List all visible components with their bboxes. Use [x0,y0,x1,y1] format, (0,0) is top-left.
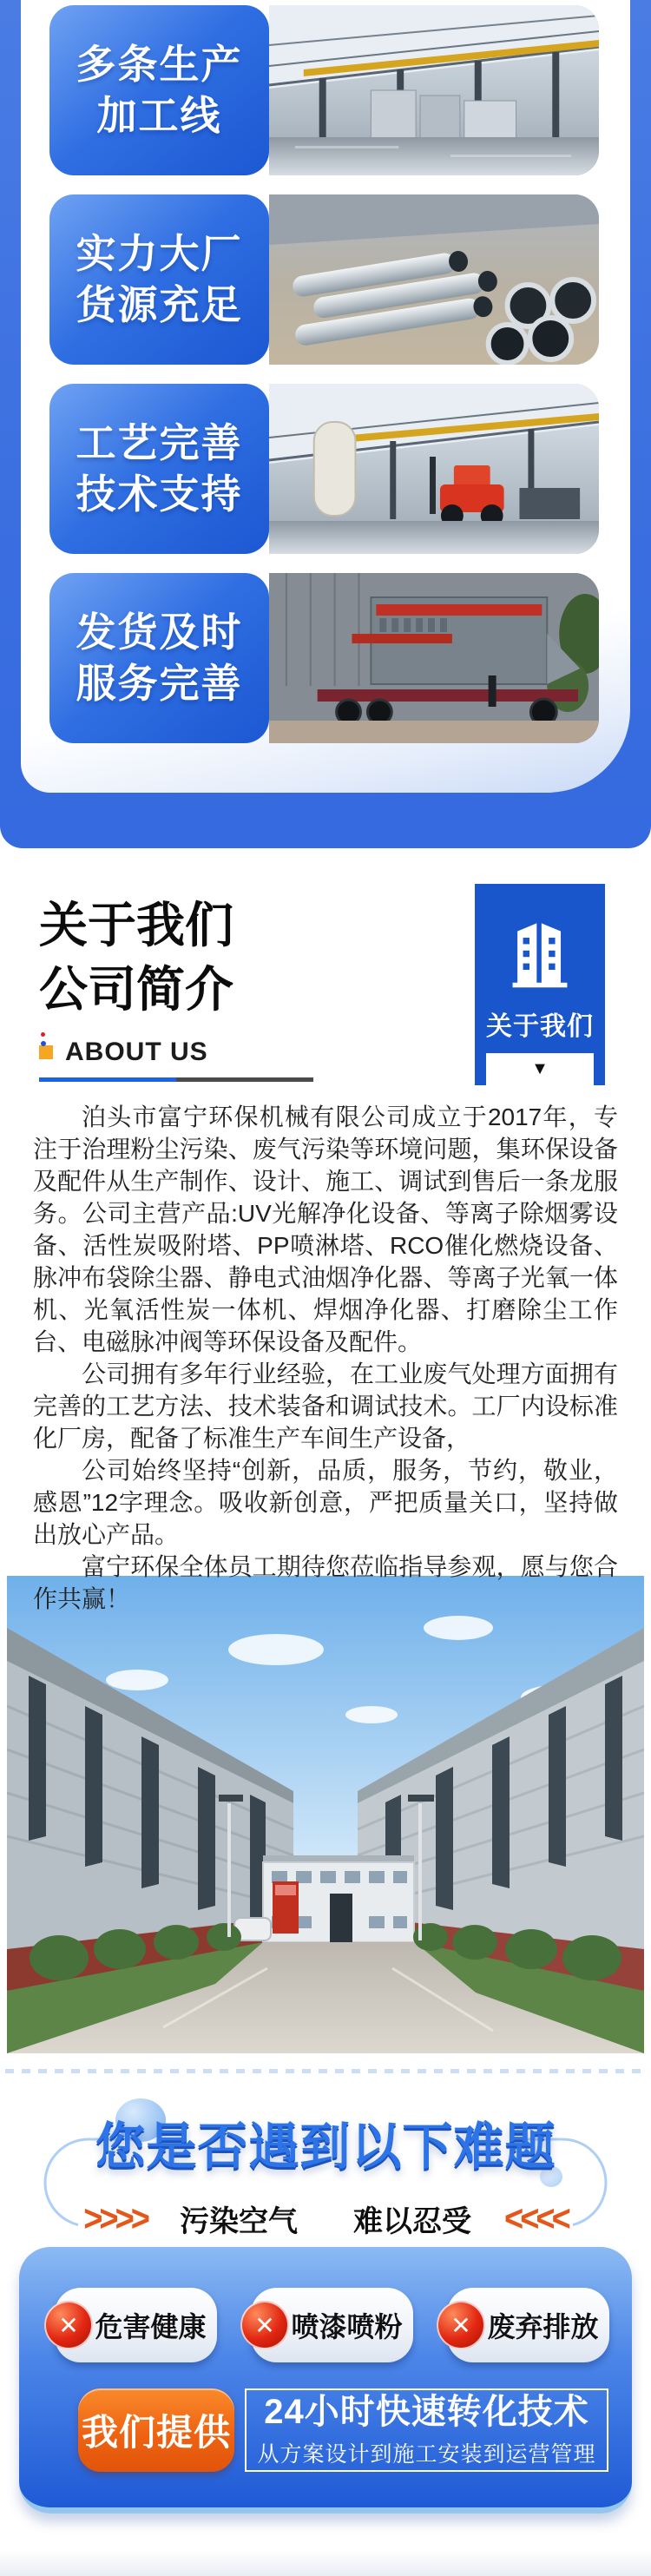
spiral-duct-photo [269,194,599,365]
tech-subtitle: 从方案设计到施工安装到运营管理 [257,2441,596,2467]
problem-pill-label: 危害健康 [95,2311,207,2342]
feature-row-supply [49,194,599,365]
x-icon [240,2301,289,2349]
tech-title: 24小时快速转化技术 [264,2392,589,2431]
problem-pill-label: 喷漆喷粉 [291,2311,403,2342]
feature-label-line2: 服务完善 [76,661,243,706]
truck-shipment-illustration [269,573,599,743]
feature-label-line1: 实力大厂 [76,231,243,277]
problem-pill-label: 废弃排放 [487,2311,599,2342]
problems-title: 您是否遇到以下难题 [95,2118,556,2175]
factory-exterior-photo [7,1576,644,2053]
we-provide-button[interactable] [78,2388,234,2472]
building-icon [505,917,575,991]
factory-workshop-photo [269,5,599,175]
about-paragraph-2: 公司拥有多年行业经验，在工业废气处理方面拥有完善的工艺方法、技术装备和调试技术。工厂内设标准化厂房，配备了标准生产车间生产设备， [33,1360,618,1452]
factory-exterior-illustration [7,1576,644,2053]
about-title-line1: 关于我们 [39,898,233,952]
red-dot [41,1032,45,1037]
subtitle-word-2: 难以忍受 [348,2197,477,2240]
feature-label-delivery [49,573,269,743]
section-label: ABOUT US [65,1037,208,1066]
feature-label-line1: 多条生产 [76,42,243,88]
problem-pill-waste[interactable] [447,2288,609,2362]
feature-label-production-lines [49,5,269,175]
workshop-forklift-illustration [269,384,599,554]
about-title-line2: 公司简介 [39,961,233,1017]
chevrons-right-icon: >>>> [78,2200,152,2237]
feature-label-supply [49,194,269,365]
provide-row [78,2388,632,2472]
x-glyph: ✕ [58,2311,79,2339]
feature-row-delivery [49,573,599,743]
feature-label-technology [49,384,269,554]
we-provide-label: 我们提供 [81,2412,231,2453]
tech-box [245,2388,608,2472]
about-us-badge[interactable] [475,884,605,1085]
feature-row-technology [49,384,599,554]
section-underline [39,1077,313,1082]
about-paragraph-4: 富宁环保全体员工期待您莅临指导参观，愿与您合作共赢！ [33,1552,618,1612]
hero-card-container [21,0,630,793]
x-glyph: ✕ [450,2311,471,2339]
triangle-down-icon: ▼ [531,1059,549,1079]
blue-dot [41,1041,46,1046]
section-bullet-icon [39,1045,53,1059]
dashed-divider [5,2069,646,2073]
feature-label-line2: 加工线 [96,93,222,138]
about-paragraphs [33,1101,618,1615]
problem-pill-row [55,2288,609,2362]
x-icon [437,2301,485,2349]
feature-label-line2: 技术支持 [76,471,243,517]
subtitle-word-1: 污染空气 [174,2197,303,2240]
problems-subtitle-row [0,2197,651,2240]
spiral-duct-illustration [269,194,599,365]
about-section [0,848,651,1612]
badge-arrow-box [486,1053,594,1085]
problems-section [0,2053,651,2550]
truck-shipment-photo [269,573,599,743]
solution-panel [19,2247,632,2513]
badge-label: 关于我们 [486,1012,594,1042]
workshop-forklift-photo [269,384,599,554]
factory-workshop-illustration [269,5,599,175]
chevrons-left-icon: <<<< [499,2200,573,2237]
x-glyph: ✕ [254,2311,275,2339]
bottom-spacer [0,2550,651,2576]
feature-row-production-lines [49,5,599,175]
problem-pill-paint[interactable] [251,2288,413,2362]
underline-gray-segment [176,1077,313,1082]
problem-pill-health[interactable] [55,2288,217,2362]
about-paragraph-3: 公司始终坚持“创新，品质，服务，节约，敬业，感恩”12字理念。吸收新创意，严把质量关口，坚持做出放心产品。 [33,1456,618,1548]
hero-section [0,0,651,848]
feature-label-line1: 工艺完善 [76,420,243,466]
underline-blue-segment [39,1077,176,1082]
feature-label-line2: 货源充足 [76,282,243,327]
feature-label-line1: 发货及时 [76,609,243,656]
about-paragraph-1: 泊头市富宁环保机械有限公司成立于2017年，专注于治理粉尘污染、废气污染等环境问题，集环保设备及配件从生产制作、设计、施工、调试到售后一条龙服务。公司主营产品:UV光解净化设备、等离子除烟雾设备、活性炭吸附塔、PP喷淋塔、RCO催化燃烧设备、脉冲布袋除尘器、静电式油烟净化器、等离子光氧一体机、光氧活性炭一体机、焊烟净化器、打磨除尘工作台、电磁脉冲阀等环保设备及配件。 [33,1103,618,1355]
x-icon [44,2301,93,2349]
decor-dots [41,1032,46,1046]
